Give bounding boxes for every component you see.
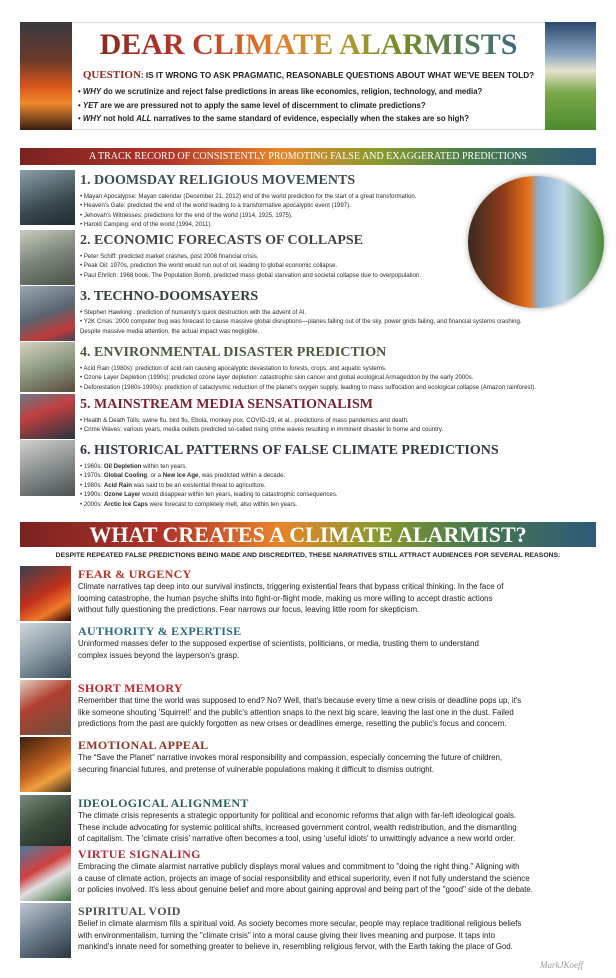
bullet-text: • 1960s: xyxy=(80,463,104,470)
bullet-text: • Harold Camping: end of the world (1994, 2011). xyxy=(80,221,213,229)
bullet-text: • Jehovah's Witnesses: predictions for the end of the world (1914, 1925, 1975). xyxy=(80,211,293,219)
section-bullets xyxy=(80,462,605,509)
header-bullet xyxy=(78,99,546,113)
reason-heading: SHORT MEMORY xyxy=(78,681,183,695)
emphasis-text: YET xyxy=(82,100,99,110)
bullet-text: • xyxy=(78,100,83,110)
bullet-text: • 1970s: xyxy=(80,472,104,480)
description-line: without fully questioning the predictions. Fear narrows our focus, leaving little room for skepticism. xyxy=(78,605,420,614)
emphasis-text: ALL xyxy=(136,114,152,123)
prediction-section xyxy=(80,288,600,336)
description-line: Uninformed masses defer to the supposed expertise of scientists, politicians, or media, trusting them to understand xyxy=(78,639,479,648)
bullet-text: would disappear within ten years, leading to catastrophic consequences. xyxy=(140,491,338,499)
reason-item xyxy=(78,624,608,661)
bullet-text: were forecast to completely melt, also within ten years. xyxy=(147,500,298,508)
header-bullets xyxy=(78,85,546,126)
list-item xyxy=(80,211,465,220)
reason-heading: IDEOLOGICAL ALIGNMENT xyxy=(78,796,249,810)
description-line: mankind's innate need for something greater to believe in, resembling religious fervor, with the Earth taking the place of God. xyxy=(78,942,513,951)
question-line xyxy=(72,66,545,83)
list-item xyxy=(80,471,605,480)
section-heading: 3. TECHNO-DOOMSAYERS xyxy=(80,289,259,304)
list-item xyxy=(80,308,600,317)
list-item xyxy=(80,481,605,490)
list-item xyxy=(80,220,465,229)
description-line: like someone shouting 'Squirrel!' and the public's attention snaps to the next big scare, leaving the last one in the dust. Failed xyxy=(78,707,514,717)
bullet-text: , was predicted within a decade. xyxy=(198,472,286,480)
reason-item xyxy=(78,847,608,896)
description-line: Remember that time the world was supposed to end? No? Well, that's because every time a new crisis or deadline pops up, it's xyxy=(78,696,522,705)
description-line: of capitalism. The 'climate crisis' narrative often becomes a tool, using 'useful idiots' to unwittingly advance a new world order. xyxy=(78,834,516,843)
alarmist-banner xyxy=(20,522,596,547)
highlight-text: Oil Depletion xyxy=(103,463,142,470)
bullet-text: do we scrutinize and reject false predictions in areas like economics, religion, technology, and media? xyxy=(101,87,483,96)
reason-description xyxy=(78,581,608,616)
list-item xyxy=(80,317,600,326)
description-line: a cause of climate action, projects an image of social responsibility and ethical superiority, even if not fully understand the science xyxy=(78,873,530,883)
reason-heading: EMOTIONAL APPEAL xyxy=(78,738,209,752)
highlight-text: New Ice Age xyxy=(162,472,199,480)
list-item xyxy=(80,364,605,373)
artist-signature: MarkJKoeff xyxy=(540,960,583,970)
reason-heading: SPIRITUAL VOID xyxy=(78,904,181,918)
list-item xyxy=(80,261,465,270)
reason-thumbnail-image xyxy=(20,737,71,792)
description-line: Climate narratives tap deep into our survival instincts, triggering existential fears that bypass critical thinking. In the face of xyxy=(78,582,504,591)
prediction-section xyxy=(80,344,605,392)
alarmist-subtitle xyxy=(20,551,596,561)
list-item xyxy=(80,327,600,336)
prediction-section xyxy=(80,172,465,230)
section-thumbnail-image xyxy=(20,286,75,341)
reason-heading: VIRTUE SIGNALING xyxy=(78,847,201,861)
description-line: predictions from the past are quickly forgotten as new crises or deadlines emerge, resetting the public's focus and concern. xyxy=(78,719,507,728)
description-line: Belief in climate alarmism fills a spiritual void. As society becomes more secular, people may replace traditional religious beliefs xyxy=(78,919,522,928)
list-item xyxy=(80,500,605,509)
page-title xyxy=(72,27,545,63)
bullet-text: within ten years. xyxy=(141,463,188,470)
bullet-text: • xyxy=(78,114,83,123)
prediction-section xyxy=(80,396,605,435)
reason-item xyxy=(78,567,608,616)
highlight-text: Global Cooling xyxy=(103,472,148,480)
highlight-text: Ozone Layer xyxy=(103,491,141,499)
alarmist-subtitle-text: DESPITE REPEATED FALSE PREDICTIONS BEING MADE AND DISCREDITED, THESE NARRATIVES STILL ATTRACT AUDIENCES FOR SEVERAL REASONS: xyxy=(55,552,561,559)
section-bullets xyxy=(80,364,605,392)
bullet-text: • 2000s: xyxy=(80,500,104,508)
section-heading: 2. ECONOMIC FORECASTS OF COLLAPSE xyxy=(80,233,364,248)
track-record-banner xyxy=(20,148,596,165)
reason-thumbnail-image xyxy=(20,795,71,850)
bullet-text: • Deforestation (1980s-1990s): prediction of cataclysmic reduction of the planet's oxygen supply, leading to mass suffocation and ecological collapse (Amazon rainforest). xyxy=(80,383,536,391)
header-bullet xyxy=(78,85,546,99)
question-text: : IS IT WRONG TO ASK PRAGMATIC, REASONABLE QUESTIONS ABOUT WHAT WE'VE BEEN TOLD? xyxy=(140,71,535,80)
reason-heading: FEAR & URGENCY xyxy=(78,567,192,581)
section-bullets xyxy=(80,416,605,435)
bullet-text: • Heaven's Gate: predicted the end of the world leading to a transformative apocalyptic event (1997). xyxy=(80,202,351,210)
reason-description xyxy=(78,752,608,775)
highlight-text: Arctic Ice Caps xyxy=(103,500,148,508)
section-heading: 6. HISTORICAL PATTERNS OF FALSE CLIMATE PREDICTIONS xyxy=(80,443,499,458)
list-item xyxy=(80,252,465,261)
bullet-text: • Y2K Crisis: 2000 computer bug was forecast to cause massive global disruptions—planes falling out of the sky, power grids failing, and financial systems crashing. xyxy=(80,318,522,326)
highlight-text: Acid Rain xyxy=(103,481,132,489)
reason-description xyxy=(78,861,608,896)
reason-thumbnail-image xyxy=(20,846,71,901)
section-thumbnail-image xyxy=(20,230,75,285)
prediction-section xyxy=(80,232,465,280)
description-line: looming catastrophe, the human psyche shifts into fight-or-flight mode, making us more willing to accept drastic actions xyxy=(78,593,493,603)
section-bullets xyxy=(80,252,465,280)
bullet-text: • Stephen Hawking : prediction of humanity's quick destruction with the advent of AI. xyxy=(80,309,307,316)
reason-description xyxy=(78,918,608,953)
bullet-text: • Peak Oil: 1970s, prediction the world would run out of oil, leading to global economic collapse. xyxy=(80,262,338,270)
list-item xyxy=(80,373,605,382)
section-thumbnail-image xyxy=(20,440,75,496)
list-item xyxy=(80,425,605,434)
section-thumbnail-image xyxy=(20,342,75,392)
section-bullets xyxy=(80,308,600,336)
description-line: These include advocating for systemic political shifts, increased government control, wealth redistribution, and the dismantling xyxy=(78,822,517,832)
bullet-text: narratives to the same standard of evidence, especially when the stakes are so high? xyxy=(151,114,469,123)
section-thumbnail-image xyxy=(20,170,75,225)
bullet-text: • Paul Ehrlich: 1968 book, The Population Bomb, predicted mass global starvation and societal collapse due to overpopulation. xyxy=(80,271,422,279)
emphasis-text: WHY xyxy=(82,114,102,123)
bullet-text: • Ozone Layer Depletion (1990s): predicted ozone layer depletion: catastrophic skin cancer and global ecological Armageddon by the early 2000s. xyxy=(80,374,474,382)
reason-description xyxy=(78,638,608,661)
list-item xyxy=(80,192,465,201)
section-bullets xyxy=(80,192,465,230)
bullet-text: • xyxy=(78,87,83,96)
description-line: The “Save the Planet” narrative invokes moral responsibility and compassion, especially concerning the future of children, xyxy=(78,753,503,762)
reason-thumbnail-image xyxy=(20,566,71,621)
list-item xyxy=(80,416,605,425)
bullet-text: , or a xyxy=(147,472,163,480)
description-line: with environmentalism, turning the "climate crisis" into a moral cause giving their lives meaning and purpose. It taps into xyxy=(78,930,495,940)
section-thumbnail-image xyxy=(20,394,75,439)
burning-forest-image xyxy=(20,22,72,130)
track-record-banner-text: A TRACK RECORD OF CONSISTENTLY PROMOTING FALSE AND EXAGGERATED PREDICTIONS xyxy=(88,151,527,162)
bullet-text: • Peter Schiff: predicted market crashes, post 2008 financial crisis. xyxy=(80,253,259,260)
bullet-text: Despite massive media attention, the actual impact was negligible. xyxy=(80,327,260,335)
bullet-text: was said to be an existential threat to agriculture. xyxy=(131,481,266,489)
bullet-text: • 1980s: xyxy=(80,481,104,489)
description-line: or policies involved. It's less about genuine belief and more about gaining approval and being part of the "good" side of the debate. xyxy=(78,885,533,894)
description-line: securing financial futures, and pretense of vulnerable populations making it difficult to dismiss outright. xyxy=(78,764,435,774)
prediction-section xyxy=(80,442,605,509)
green-landscape-image xyxy=(545,22,596,130)
emphasis-text: WHY xyxy=(82,87,102,96)
description-line: Embracing the climate alarmist narrative publicly displays moral values and commitment to "doing the right thing." Aligning with xyxy=(78,862,520,871)
bullet-text: are we are pressured not to apply the same level of discernment to climate predictions? xyxy=(98,100,426,110)
list-item xyxy=(80,462,605,471)
bullet-text: • Mayan Apocalypse: Mayan calendar (December 21, 2012) end of the world prediction for the start of a great transformation. xyxy=(80,193,417,200)
title-text: DEAR CLIMATE ALARMISTS xyxy=(99,28,518,61)
section-heading: 5. MAINSTREAM MEDIA SENSATIONALISM xyxy=(80,397,374,412)
bullet-text: • Acid Rain (1980s): prediction of acid rain causing apocalyptic devastation to forests, crops, and aquatic systems. xyxy=(80,365,387,372)
bullet-text: • Health & Death Tolls: swine flu, bird flu, Ebola, monkey pox, COVID-19, et al., predictions of mass pandemics and death. xyxy=(80,417,409,424)
alarmist-banner-text: WHAT CREATES A CLIMATE ALARMIST? xyxy=(89,522,527,547)
reason-item xyxy=(78,681,608,730)
reason-thumbnail-image xyxy=(20,680,71,735)
reason-description xyxy=(78,810,608,845)
section-heading: 4. ENVIRONMENTAL DISASTER PREDICTION xyxy=(80,345,387,360)
bullet-text: not hold xyxy=(101,114,137,123)
section-heading: 1. DOOMSDAY RELIGIOUS MOVEMENTS xyxy=(80,173,356,188)
reason-thumbnail-image xyxy=(20,623,71,678)
reason-item xyxy=(78,904,608,953)
reason-thumbnail-image xyxy=(20,903,71,958)
list-item xyxy=(80,271,465,280)
reason-item xyxy=(78,796,608,845)
list-item xyxy=(80,383,605,392)
header-bullet xyxy=(78,112,546,126)
list-item xyxy=(80,201,465,210)
list-item xyxy=(80,490,605,499)
reason-description xyxy=(78,695,608,730)
description-line: The climate crisis represents a strategic opportunity for political and economic reforms that align with far-left ideological goals. xyxy=(78,811,517,820)
bullet-text: • Crime Waves: various years, media outlets predicted so-called rising crime waves resulting in imminent disaster to home and country. xyxy=(80,426,444,434)
bullet-text: • 1990s: xyxy=(80,491,104,499)
description-line: complex issues beyond the layperson's grasp. xyxy=(78,650,240,660)
reason-item xyxy=(78,738,608,775)
reason-heading: AUTHORITY & EXPERTISE xyxy=(78,624,242,638)
question-label: QUESTION xyxy=(82,69,141,81)
